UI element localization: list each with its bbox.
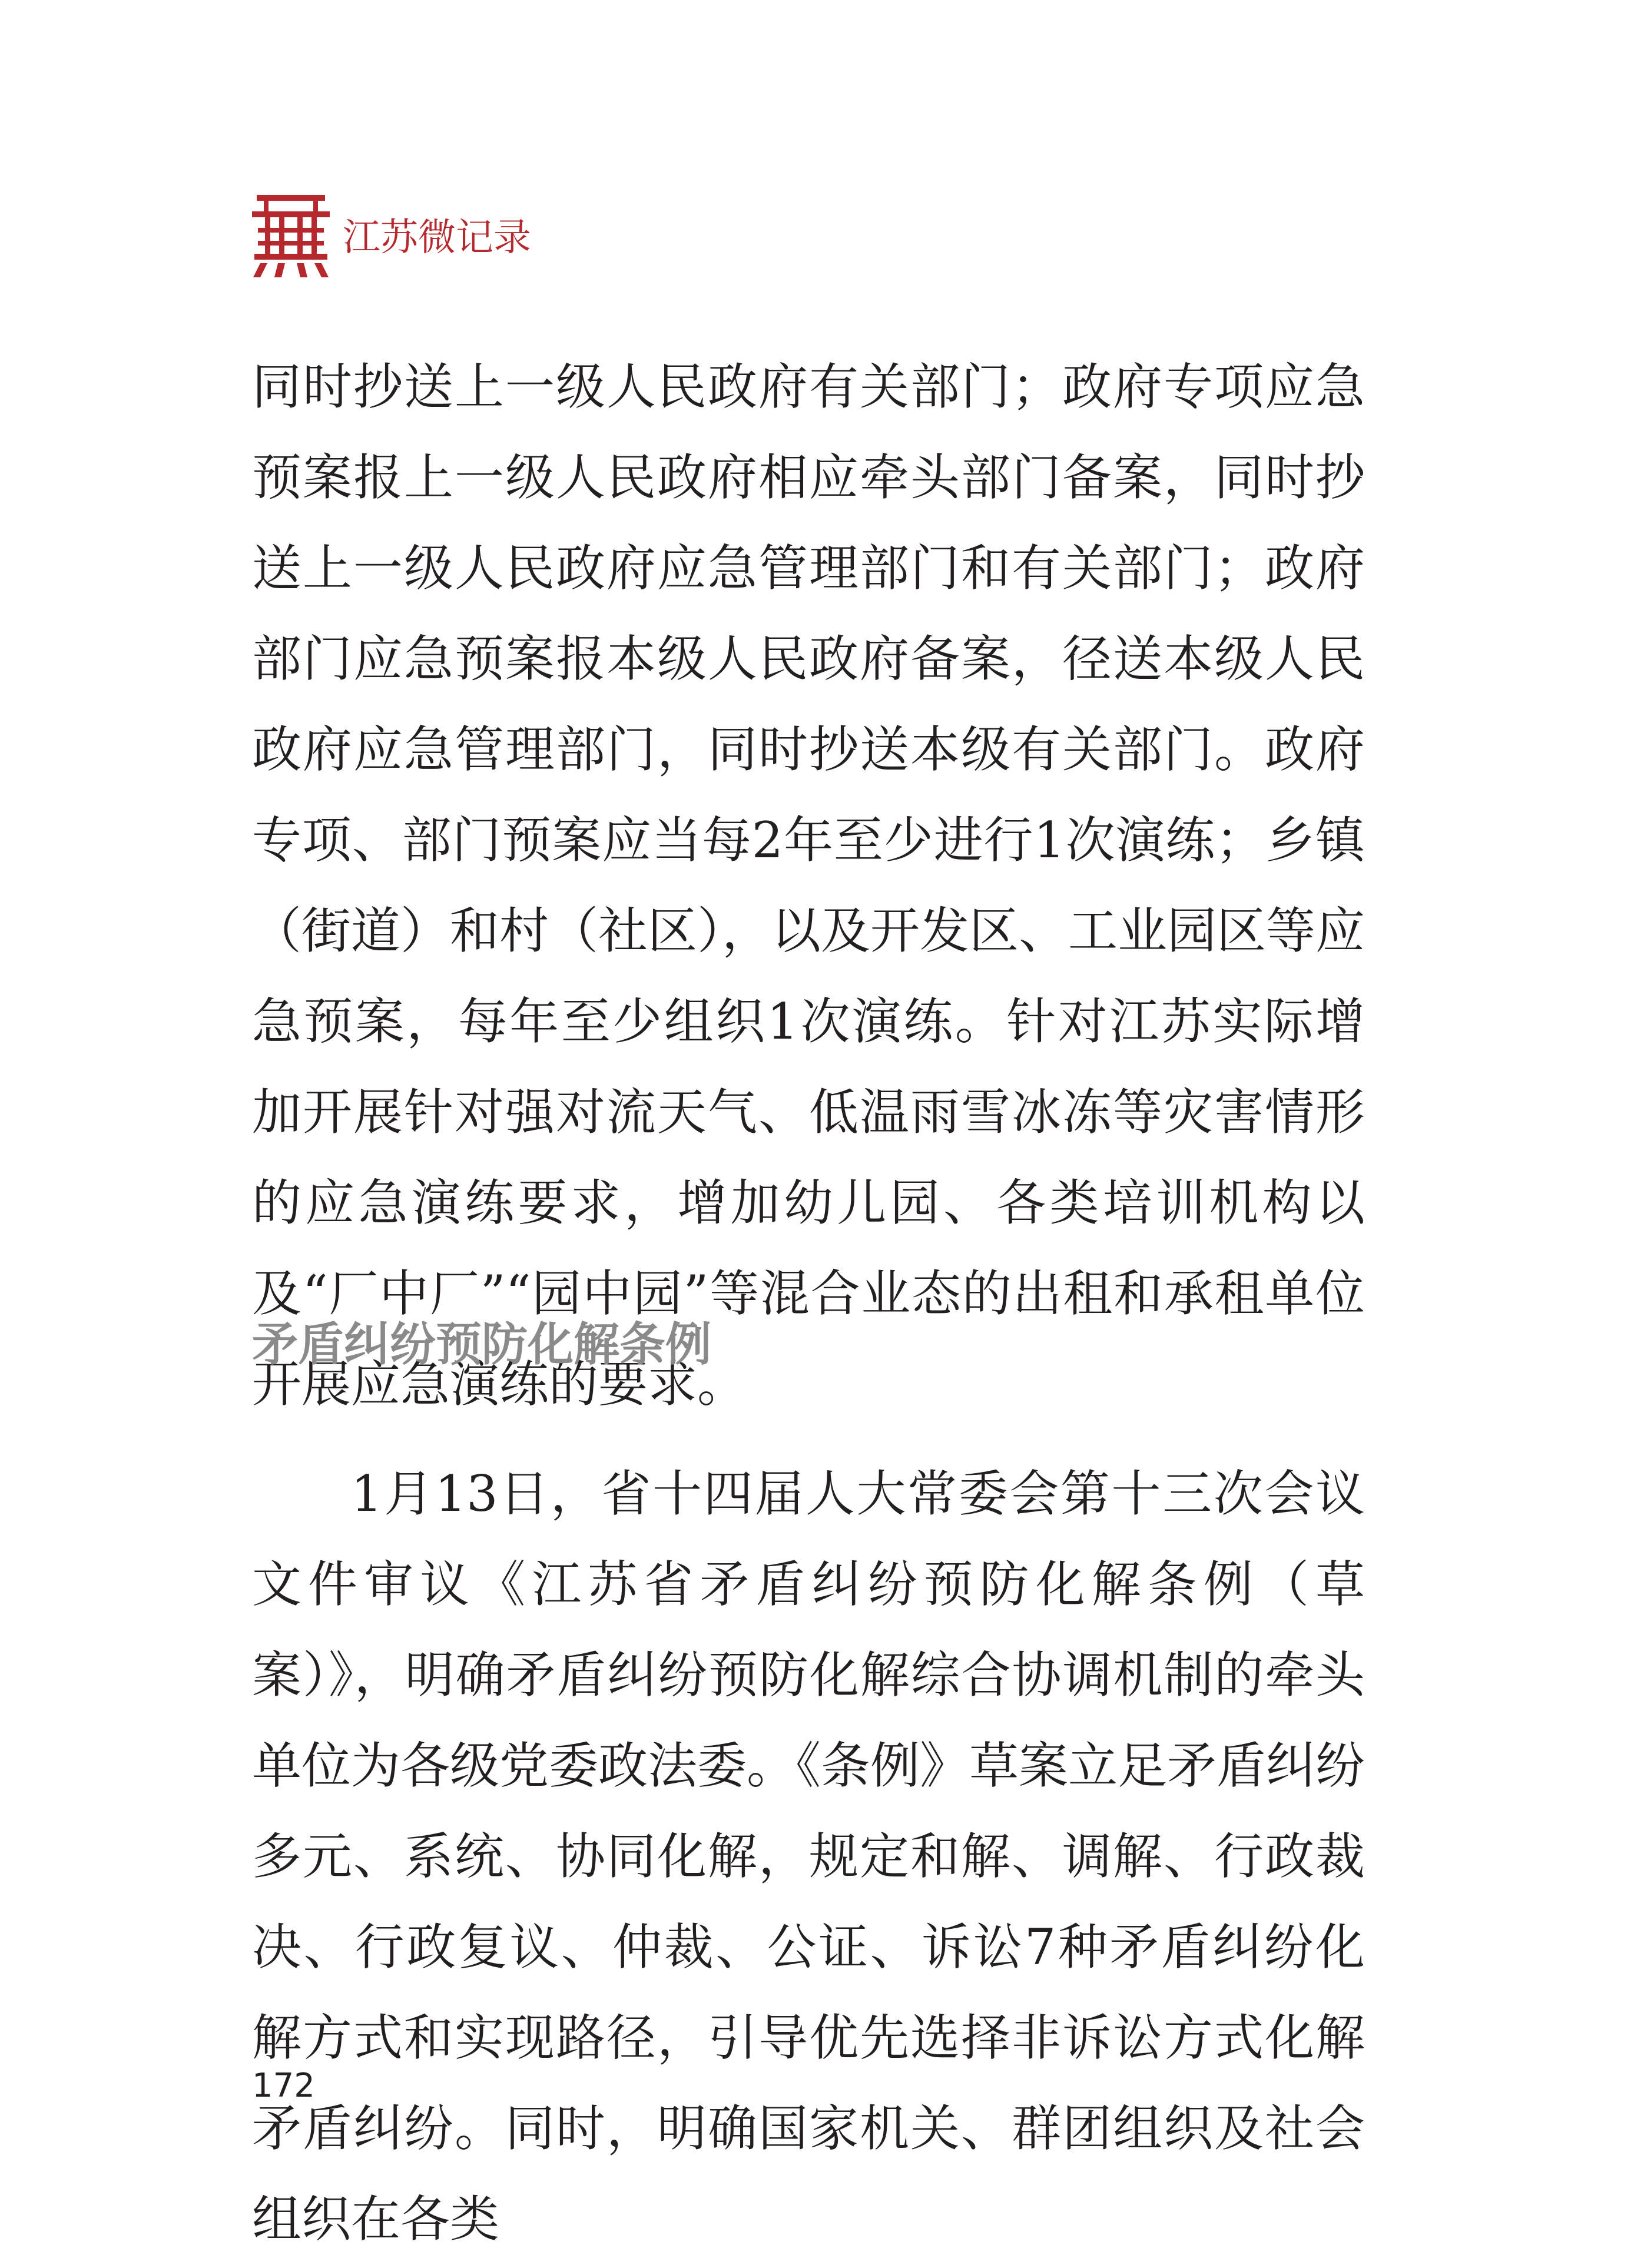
book-title: 江苏微记录 <box>343 216 531 260</box>
page-header <box>252 191 531 280</box>
body-paragraph-2: 1月13日，省十四届人大常委会第十三次会议文件审议《江苏省矛盾纠纷预防化解条例（草案）》，明确矛盾纠纷预防化解综合协调机制的牵头单位为各级党委政法委。《条例》草案立足矛盾纠纷多元、系统、协同化解，规定和解、调解、行政裁决、行政复议、仲裁、公证、诉讼7种矛盾纠纷化解方式和实现路径，引导优先选择非诉讼方式化解矛盾纠纷。同时，明确国家机关、群团组织及社会组织在各类 <box>252 1465 1365 2248</box>
red-decorative-seal-icon <box>252 191 330 280</box>
section-title: 矛盾纠纷预防化解条例 <box>252 1318 712 1371</box>
body-paragraph-1: 同时抄送上一级人民政府有关部门；政府专项应急预案报上一级人民政府相应牵头部门备案，同时抄送上一级人民政府应急管理部门和有关部门；政府部门应急预案报本级人民政府备案，径送本级人民政府应急管理部门，同时抄送本级有关部门。政府专项、部门预案应当每2年至少进行1次演练；乡镇（街道）和村（社区），以及开发区、工业园区等应急预案，每年至少组织1次演练。针对江苏实际增加开展针对强对流天气、低温雨雪冰冻等灾害情形的应急演练要求，增加幼儿园、各类培训机构以及“厂中厂”“园中园”等混合业态的出租和承租单位开展应急演练的要求。 <box>252 358 1365 1413</box>
page-number: 172 <box>252 2067 315 2105</box>
